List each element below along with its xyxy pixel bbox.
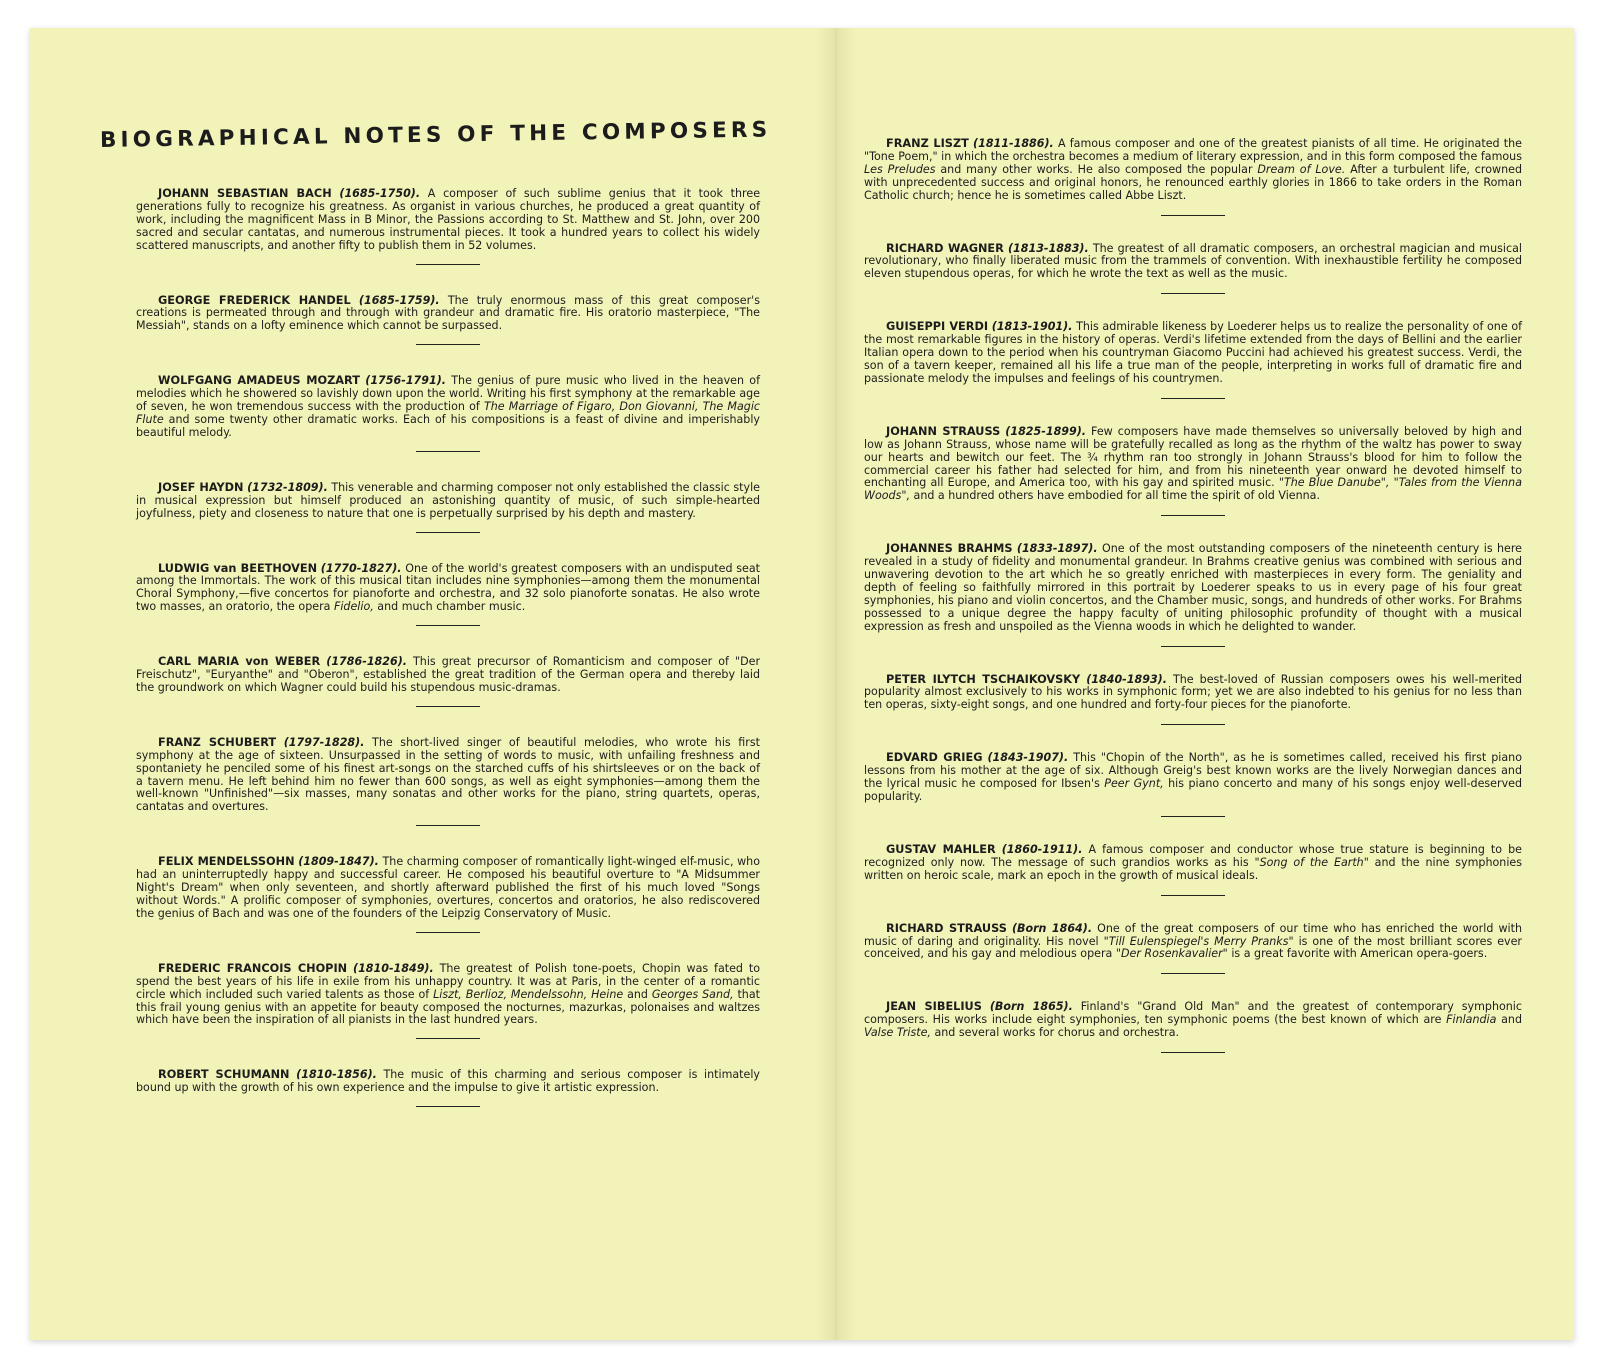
bio-liszt (864, 138, 1522, 203)
bio-text: is a great favorite with American opera-goers. (1227, 947, 1488, 961)
bio-text: A famous composer and one of the greatest pianists of all time. He originated the "Tone Poem," in which the orchestra becomes a medium of literary expression, and in this form composed the famous (864, 137, 1522, 163)
bio-text: The charming composer of romantically light-winged elf-music, who had an uninterruptedly happy and successful career. He composed his beautiful overture to "A Midsummer Night's Dream" when only seventeen, and shortly afterward published the first of his much loved "Songs without Words." A prolific composer of symphonies, overtures, concertos and oratorios, he also rediscovered the genius of Bach and was one of the founders of the Leipzig Conservatory of Music. (136, 855, 760, 920)
bio-text: This great precursor of Romanticism and composer of "Der Freischutz", "Euryanthe" and "Oberon", established the great tradition of the German opera and thereby laid the groundwork on which Wagner could build his stupendous music-dramas. (136, 655, 761, 694)
bio-text: The genius of pure music who lived in the heaven of melodies which he showered so lavishly down upon the world. Writing his first symphony at the remarkable age of seven, he won tremendous success with the production of (136, 374, 761, 414)
composer-name: RICHARD WAGNER (886, 241, 1004, 255)
bio-works: Fidelio, (333, 600, 374, 614)
composer-name: FRANZ SCHUBERT (158, 735, 277, 749)
bio-text: Few composers have made themselves so universally beloved by high and low as Johann Strauss, whose name will be gratefully recalled as long as the rhythm of the waltz has power to sway our hearts and bewitch our feet. The ¾ rhythm ran too strongly in Johann Strauss's blood for him to follow the commercial career his father had selected for him, and from his nineteenth year onward he devoted himself to enchanting all Europe, and America too, with his gay and spirited music. (864, 424, 1522, 490)
bio-works: Finlandia (1446, 1013, 1497, 1027)
divider (1161, 816, 1225, 817)
bio-text: and the nine symphonies written on heroic scale, mark an epoch in the growth of musical ideals. (864, 855, 1523, 882)
composer-dates: (1732-1809). (247, 480, 328, 494)
composer-dates: (Born 1864). (1011, 921, 1093, 935)
left-page (99, 28, 772, 1340)
bio-weber (136, 656, 760, 695)
composer-name: JOHANN STRAUSS (886, 424, 1001, 438)
composer-name: RICHARD STRAUSS (886, 921, 1007, 935)
bio-wagner (864, 243, 1522, 282)
bio-works: Dream of Love. (1257, 162, 1346, 176)
composer-name: ROBERT SCHUMANN (158, 1068, 290, 1082)
bio-verdi (864, 321, 1522, 386)
composer-name: FELIX MENDELSSOHN (158, 855, 295, 869)
composer-name: JOSEF HAYDN (158, 480, 244, 494)
bio-sibelius (864, 1001, 1522, 1040)
composer-dates: (1756-1791). (365, 374, 446, 388)
composer-dates: (1685-1750). (339, 187, 421, 200)
divider (1161, 215, 1225, 216)
bio-text: One of the great composers of our time who has enriched the world with music of daring and originality. His novel (864, 921, 1522, 948)
composer-dates: (1809-1847). (298, 855, 379, 869)
divider (416, 625, 480, 626)
bio-text: and many other works. He also composed the popular (935, 162, 1258, 176)
bio-text: and several works for chorus and orchestra. (930, 1026, 1180, 1040)
composer-name: JEAN SIBELIUS (886, 1000, 982, 1014)
bio-works: "Till Eulenspiegel's Merry Pranks" (1103, 934, 1294, 948)
bio-text: and (623, 987, 652, 1001)
bio-text: and much chamber music. (373, 600, 526, 614)
bio-text: This venerable and charming composer not only established the classic style in musical expression but himself produced an astonishing quantity of music, of such simple-hearted joyfulness, piety and closeness to nature that one is perpetually surprised by his depth and mastery. (136, 480, 760, 520)
composer-name: GEORGE FREDERICK HANDEL (158, 293, 351, 307)
bio-text: A composer of such sublime genius that it took three generations fully to recognize his greatness. As organist in various churches, he produced a great quantity of work, including the magnificent Mass in B Minor, the Passions according to St. Matthew and St. John, over 200 sacred and secular cantatas, and numerous instrumental pieces. It took a hundred years to collect his widely scattered manuscripts, and another fifty to publish them in 52 volumes. (136, 187, 761, 252)
bio-text: The music of this charming and serious composer is intimately bound up with the growth of his own experience and the impulse to give it artistic expression. (136, 1068, 760, 1095)
bio-text: The greatest of Polish tone-poets, Chopin was fated to spend the best years of his life in exile from his unhappy country. It was at Paris, in the center of a romantic circle which included such varied talents as those of (136, 961, 760, 1001)
composer-dates: (1825-1899). (1005, 424, 1087, 438)
composer-name: JOHANNES BRAHMS (886, 542, 1013, 556)
divider (416, 1038, 480, 1039)
composer-name: EDVARD GRIEG (886, 751, 983, 765)
bio-works: Valse Triste, (864, 1026, 931, 1040)
divider (416, 706, 480, 707)
bio-works: "Der Rosenkavalier" (1115, 947, 1228, 961)
bio-text: One of the most outstanding composers of the nineteenth century is here revealed in a study of fidelity and monumental grandeur. In Brahms creative genius was combined with serious and unwavering devotion to the art which he so greatly enriched with masterpieces in every form. The geniality and depth of feeling so faithfully mirrored in this portrait by Loederer speaks to us in every page of his four great symphonies, his piano and violin concertos, and the Chamber music, songs, and hundreds of other works. For Brahms possessed to a unique degree the happy faculty of uniting philosophic profundity of thought with a musical expression as fresh and unspoiled as the Vienna woods in which he delighted to wander. (864, 542, 1522, 633)
composer-dates: (Born 1865). (989, 1000, 1073, 1014)
bio-text: The best-loved of Russian composers owes his well-merited popularity almost exclusively to his works in symphonic form; yet we are also indebted to his genius for no less than ten operas, sixty-eight songs, and one hundred and forty-four pieces for the pianoforte. (864, 672, 1523, 712)
composer-dates: (1840-1893). (1086, 672, 1167, 686)
bio-text: Finland's "Grand Old Man" and the greatest of contemporary symphonic composers. His works include eight symphonies, ten symphonic poems (the best known of which are (864, 1000, 1522, 1027)
bio-tschaikovsky (864, 674, 1522, 713)
composer-name: JOHANN SEBASTIAN BACH (158, 187, 332, 200)
bio-text: One of the world's greatest composers with an undisputed seat among the Immortals. The work of this musical titan includes nine symphonies—among them the monumental Choral Symphony,—five concertos for pianoforte and orchestra, and 32 solo pianoforte sonatas. He also wrote two masses, an oratorio, the opera (136, 561, 760, 614)
bio-text: This "Chopin of the North", as he is sometimes called, received his first piano lessons from his mother at the age of six. Although Greig's best known works are the lively Norwegian dances and the lyrical music he composed for Ibsen's (864, 751, 1522, 791)
bio-text: This admirable likeness by Loederer helps us to realize the personality of one of the most remarkable figures in the history of operas. Verdi's lifetime extended from the days of Bellini and the earlier Italian opera down to the period when his countryman Giacomo Puccini had achieved his greatest success. Verdi, the son of a tavern keeper, remained all his life a true man of the people, interpreting in works full of dramatic fire and passionate melody the impulses and feelings of his countrymen. (864, 320, 1523, 385)
composer-dates: (1813-1883). (1007, 241, 1089, 255)
page-title: BIOGRAPHICAL NOTES OF THE COMPOSERS (99, 117, 772, 153)
bio-works: Liszt, Berlioz, Mendelssohn, Heine (433, 987, 624, 1001)
center-fold (816, 28, 856, 1340)
bio-schubert (136, 737, 760, 814)
bio-richard-strauss (864, 923, 1522, 962)
composer-dates: (1813-1901). (991, 320, 1073, 334)
left-column (136, 188, 760, 1107)
composer-name: GUISEPPI VERDI (886, 320, 989, 334)
composer-name: LUDWIG van BEETHOVEN (158, 561, 318, 575)
divider (1161, 973, 1225, 974)
divider (1161, 398, 1225, 399)
divider (416, 344, 480, 345)
bio-grieg (864, 752, 1522, 804)
bio-mozart (136, 375, 760, 440)
bio-text: his piano concerto and many of his songs enjoy well-deserved popularity. (864, 777, 1523, 803)
composer-dates: (1810-1849). (353, 961, 434, 975)
bio-mahler (864, 844, 1522, 883)
composer-dates: (1786-1826). (326, 655, 407, 669)
divider (1161, 724, 1225, 725)
divider (1161, 1052, 1225, 1053)
bio-haydn (136, 482, 760, 521)
composer-dates: (1833-1897). (1016, 542, 1098, 556)
divider (1161, 515, 1225, 516)
right-column (864, 138, 1522, 1053)
divider (1161, 293, 1225, 294)
divider (416, 825, 480, 826)
bio-text: The truly enormous mass of this great composer's creations is permeated through and through with grandeur and dramatic fire. His oratorio masterpiece, "The Messiah", stands on a lofty eminence which cannot be surpassed. (136, 293, 761, 333)
divider (1161, 895, 1225, 896)
bio-text: The short-lived singer of beautiful melodies, who wrote his first symphony at the age of sixteen. Unsurpassed in the setting of words to music, with unfailing freshness and spontaniety he penciled some of his finest art-songs on the starched cuffs of his shirtsleeves or on the back of a tavern menu. He left behind him no fewer than 600 songs, as well as eight symphonies—among them the well-known "Unfinished"—six masses, many sonatas and other works for the piano, string quartets, operas, cantatas and overtures. (136, 735, 760, 814)
bio-works: The Marriage of Figaro, Don Giovanni, The Magic Flute (136, 400, 761, 426)
divider (416, 532, 480, 533)
divider (1161, 646, 1225, 647)
divider (416, 451, 480, 452)
composer-dates: (1685-1759). (358, 293, 440, 307)
bio-works: Peer Gynt, (1104, 777, 1164, 791)
bio-text: and (1496, 1013, 1522, 1027)
bio-text: is one of the most brilliant scores ever conceived, and his gay and melodious opera (864, 934, 1522, 961)
bio-text: A famous composer and conductor whose true stature is beginning to be recognized only now. The message of such grandios works as his (864, 842, 1522, 869)
composer-dates: (1843-1907). (987, 751, 1069, 765)
bio-text: and a hundred others have embodied for all time the spirit of old Vienna. (910, 489, 1320, 503)
composer-name: PETER ILYTCH TSCHAIKOVSKY (886, 672, 1081, 686)
bio-works: Georges Sand, (651, 987, 734, 1001)
right-page (858, 28, 1522, 1340)
bio-beethoven (136, 563, 760, 615)
composer-dates: (1810-1856). (296, 1068, 377, 1082)
composer-name: WOLFGANG AMADEUS MOZART (158, 374, 360, 388)
divider (416, 932, 480, 933)
composer-dates: (1770-1827). (320, 561, 402, 575)
divider (416, 1106, 480, 1107)
divider (416, 264, 480, 265)
bio-works: "The Blue Danube", "Tales from the Vienna Woods", (864, 476, 1522, 503)
bio-handel (136, 295, 760, 334)
bio-works: "Song of the Earth" (1254, 855, 1369, 869)
composer-dates: (1811-1886). (973, 137, 1054, 150)
bio-johann-strauss (864, 426, 1522, 503)
composer-dates: (1860-1911). (1001, 842, 1083, 856)
bio-text: After a turbulent life, crowned with unprecedented success and original honors, he renounced earthly glories in 1866 to take orders in the Roman Catholic church; hence he is sometimes called Abbe Liszt. (864, 162, 1522, 202)
composer-dates: (1797-1828). (283, 735, 365, 749)
composer-name: FREDERIC FRANCOIS CHOPIN (158, 961, 348, 975)
bio-text: The greatest of all dramatic composers, an orchestral magician and musical revolutionary, who finally liberated music from the trammels of convention. With inexhaustible fertility he composed eleven stupendous operas, for which he wrote the text as well as the music. (864, 241, 1522, 281)
composer-name: CARL MARIA von WEBER (158, 655, 321, 669)
bio-text: that this frail young genius with an appetite for beauty composed the nocturnes, mazurkas, polonaises and waltzes which have been the inspiration of all pianists in the last hundred years. (136, 987, 760, 1027)
composer-name: GUSTAV MAHLER (886, 842, 996, 856)
composer-name: FRANZ LISZT (886, 137, 969, 150)
bio-schumann (136, 1069, 760, 1095)
bio-mendelssohn (136, 856, 760, 921)
bio-text: and some twenty other dramatic works. Each of his compositions is a feast of divine and imperishably beautiful melody. (136, 412, 760, 439)
bio-bach (136, 188, 760, 253)
brochure (30, 28, 1574, 1340)
bio-brahms (864, 543, 1522, 633)
bio-chopin (136, 963, 760, 1028)
bio-works: Les Preludes (864, 162, 936, 176)
